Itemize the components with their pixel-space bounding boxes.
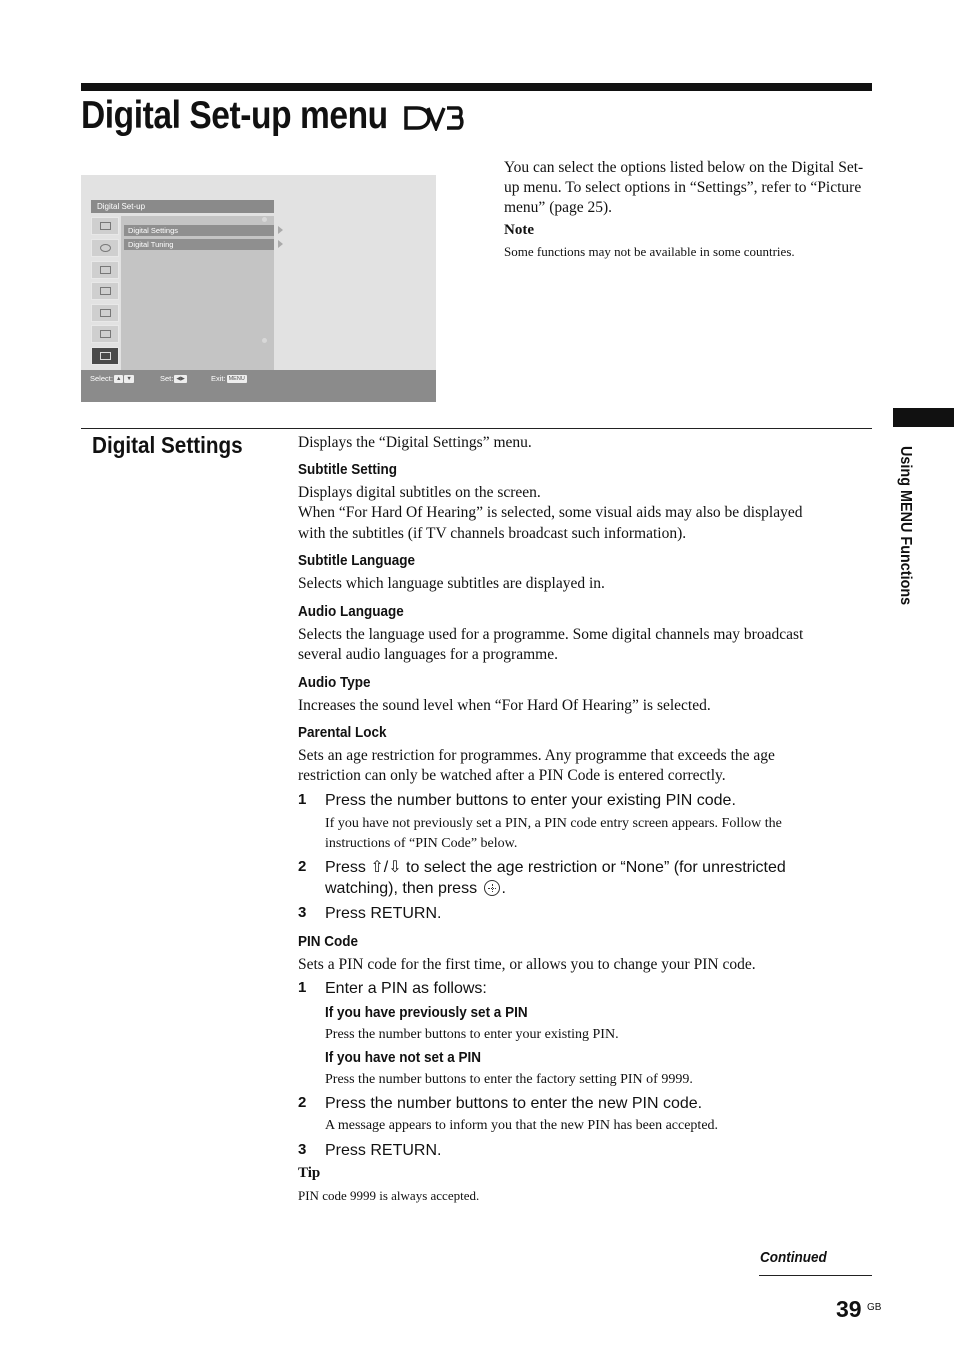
- scroll-dot: [262, 217, 267, 222]
- step-number: 2: [298, 1094, 307, 1111]
- section-title: Digital Settings: [92, 432, 243, 458]
- screen-exit-hint: Exit: MENU: [211, 374, 245, 383]
- step-number: 1: [298, 979, 307, 996]
- bottom-rule: [759, 1275, 872, 1276]
- features-icon: [91, 261, 119, 279]
- subtitle-setting-text: with the subtitles (if TV channels broadcast such information).: [298, 525, 687, 542]
- note-text: Some functions may not be available in some countries.: [504, 244, 795, 259]
- setup-icon: [91, 282, 119, 300]
- pin-case-2-text: Press the number buttons to enter the factory setting PIN of 9999.: [325, 1072, 693, 1087]
- page-number: 39: [836, 1296, 862, 1322]
- pin-case-1-heading: If you have previously set a PIN: [325, 1004, 528, 1021]
- side-tab: [893, 408, 954, 427]
- input-icon: [91, 304, 119, 322]
- dvb-logo-icon: [403, 105, 465, 131]
- screen-set-hint: Set: ◀▶: [160, 374, 185, 383]
- screen-menu-header: Digital Set-up: [91, 200, 274, 213]
- subtitle-setting-text: Displays digital subtitles on the screen.: [298, 484, 541, 501]
- sound-icon: [91, 239, 119, 257]
- section-intro: Displays the “Digital Settings” menu.: [298, 434, 532, 451]
- screen-item-digital-tuning: Digital Tuning: [124, 239, 274, 250]
- pin-case-1-text: Press the number buttons to enter your existing PIN.: [325, 1027, 619, 1042]
- picture-icon: [91, 217, 119, 235]
- audio-language-heading: Audio Language: [298, 603, 404, 620]
- subtitle-language-text: Selects which language subtitles are displayed in.: [298, 575, 605, 592]
- top-rule: [81, 83, 872, 91]
- step-number: 2: [298, 858, 307, 875]
- audio-language-text: several audio languages for a programme.: [298, 646, 558, 663]
- subtitle-setting-heading: Subtitle Setting: [298, 461, 397, 478]
- pin-step-1: Enter a PIN as follows:: [325, 980, 487, 997]
- audio-type-text: Increases the sound level when “For Hard Of Hearing” is selected.: [298, 697, 711, 714]
- tip-title: Tip: [298, 1165, 321, 1181]
- parental-step-1-note: If you have not previously set a PIN, a PIN code entry screen appears. Follow the: [325, 816, 782, 831]
- ok-button-icon: [484, 880, 500, 896]
- pin-code-heading: PIN Code: [298, 933, 359, 950]
- parental-lock-heading: Parental Lock: [298, 724, 387, 741]
- pin-step-2-note: A message appears to inform you that the new PIN has been accepted.: [325, 1118, 719, 1133]
- screen-footer: [81, 370, 436, 402]
- subtitle-setting-text: When “For Hard Of Hearing” is selected, some visual aids may also be displayed: [298, 504, 803, 521]
- settings-icon: [91, 325, 119, 343]
- intro-text: You can select the options listed below on the Digital Set-up menu. To select options in “Settings”, refer to “Picture menu” (page 25).: [504, 159, 864, 216]
- step-number: 3: [298, 904, 307, 921]
- pin-step-3: Press RETURN.: [325, 1142, 442, 1159]
- parental-step-2-cont: watching), then press .: [325, 880, 506, 897]
- scroll-dot: [262, 338, 267, 343]
- parental-step-2: Press ⇧/⇩ to select the age restriction or “None” (for unrestricted: [325, 859, 786, 876]
- screen-select-hint: Select: ▲ ▼: [90, 374, 132, 383]
- subtitle-language-heading: Subtitle Language: [298, 552, 416, 569]
- chevron-right-icon: [278, 240, 283, 248]
- pin-case-2-heading: If you have not set a PIN: [325, 1049, 482, 1066]
- pin-code-text: Sets a PIN code for the first time, or allows you to change your PIN code.: [298, 956, 756, 973]
- digital-setup-icon: [91, 347, 119, 365]
- page-suffix: GB: [867, 1302, 882, 1313]
- audio-language-text: Selects the language used for a programme. Some digital channels may broadcast: [298, 626, 804, 643]
- parental-step-1-note: instructions of “PIN Code” below.: [325, 836, 518, 851]
- menu-screenshot: [81, 175, 436, 402]
- parental-step-1: Press the number buttons to enter your existing PIN code.: [325, 792, 736, 809]
- screen-item-digital-settings: Digital Settings: [124, 225, 274, 236]
- pin-step-2: Press the number buttons to enter the new PIN code.: [325, 1095, 703, 1112]
- chevron-right-icon: [278, 226, 283, 234]
- note-title: Note: [504, 222, 534, 238]
- parental-lock-text: Sets an age restriction for programmes. Any programme that exceeds the age: [298, 747, 775, 764]
- parental-lock-text: restriction can only be watched after a PIN Code is entered correctly.: [298, 767, 726, 784]
- step-number: 3: [298, 1141, 307, 1158]
- step-number: 1: [298, 791, 307, 808]
- side-label: Using MENU Functions: [897, 446, 914, 606]
- continued-label: Continued: [760, 1249, 827, 1266]
- page-title: Digital Set-up menu: [81, 94, 388, 137]
- tip-text: PIN code 9999 is always accepted.: [298, 1188, 480, 1203]
- audio-type-heading: Audio Type: [298, 674, 371, 691]
- parental-step-3: Press RETURN.: [325, 905, 442, 922]
